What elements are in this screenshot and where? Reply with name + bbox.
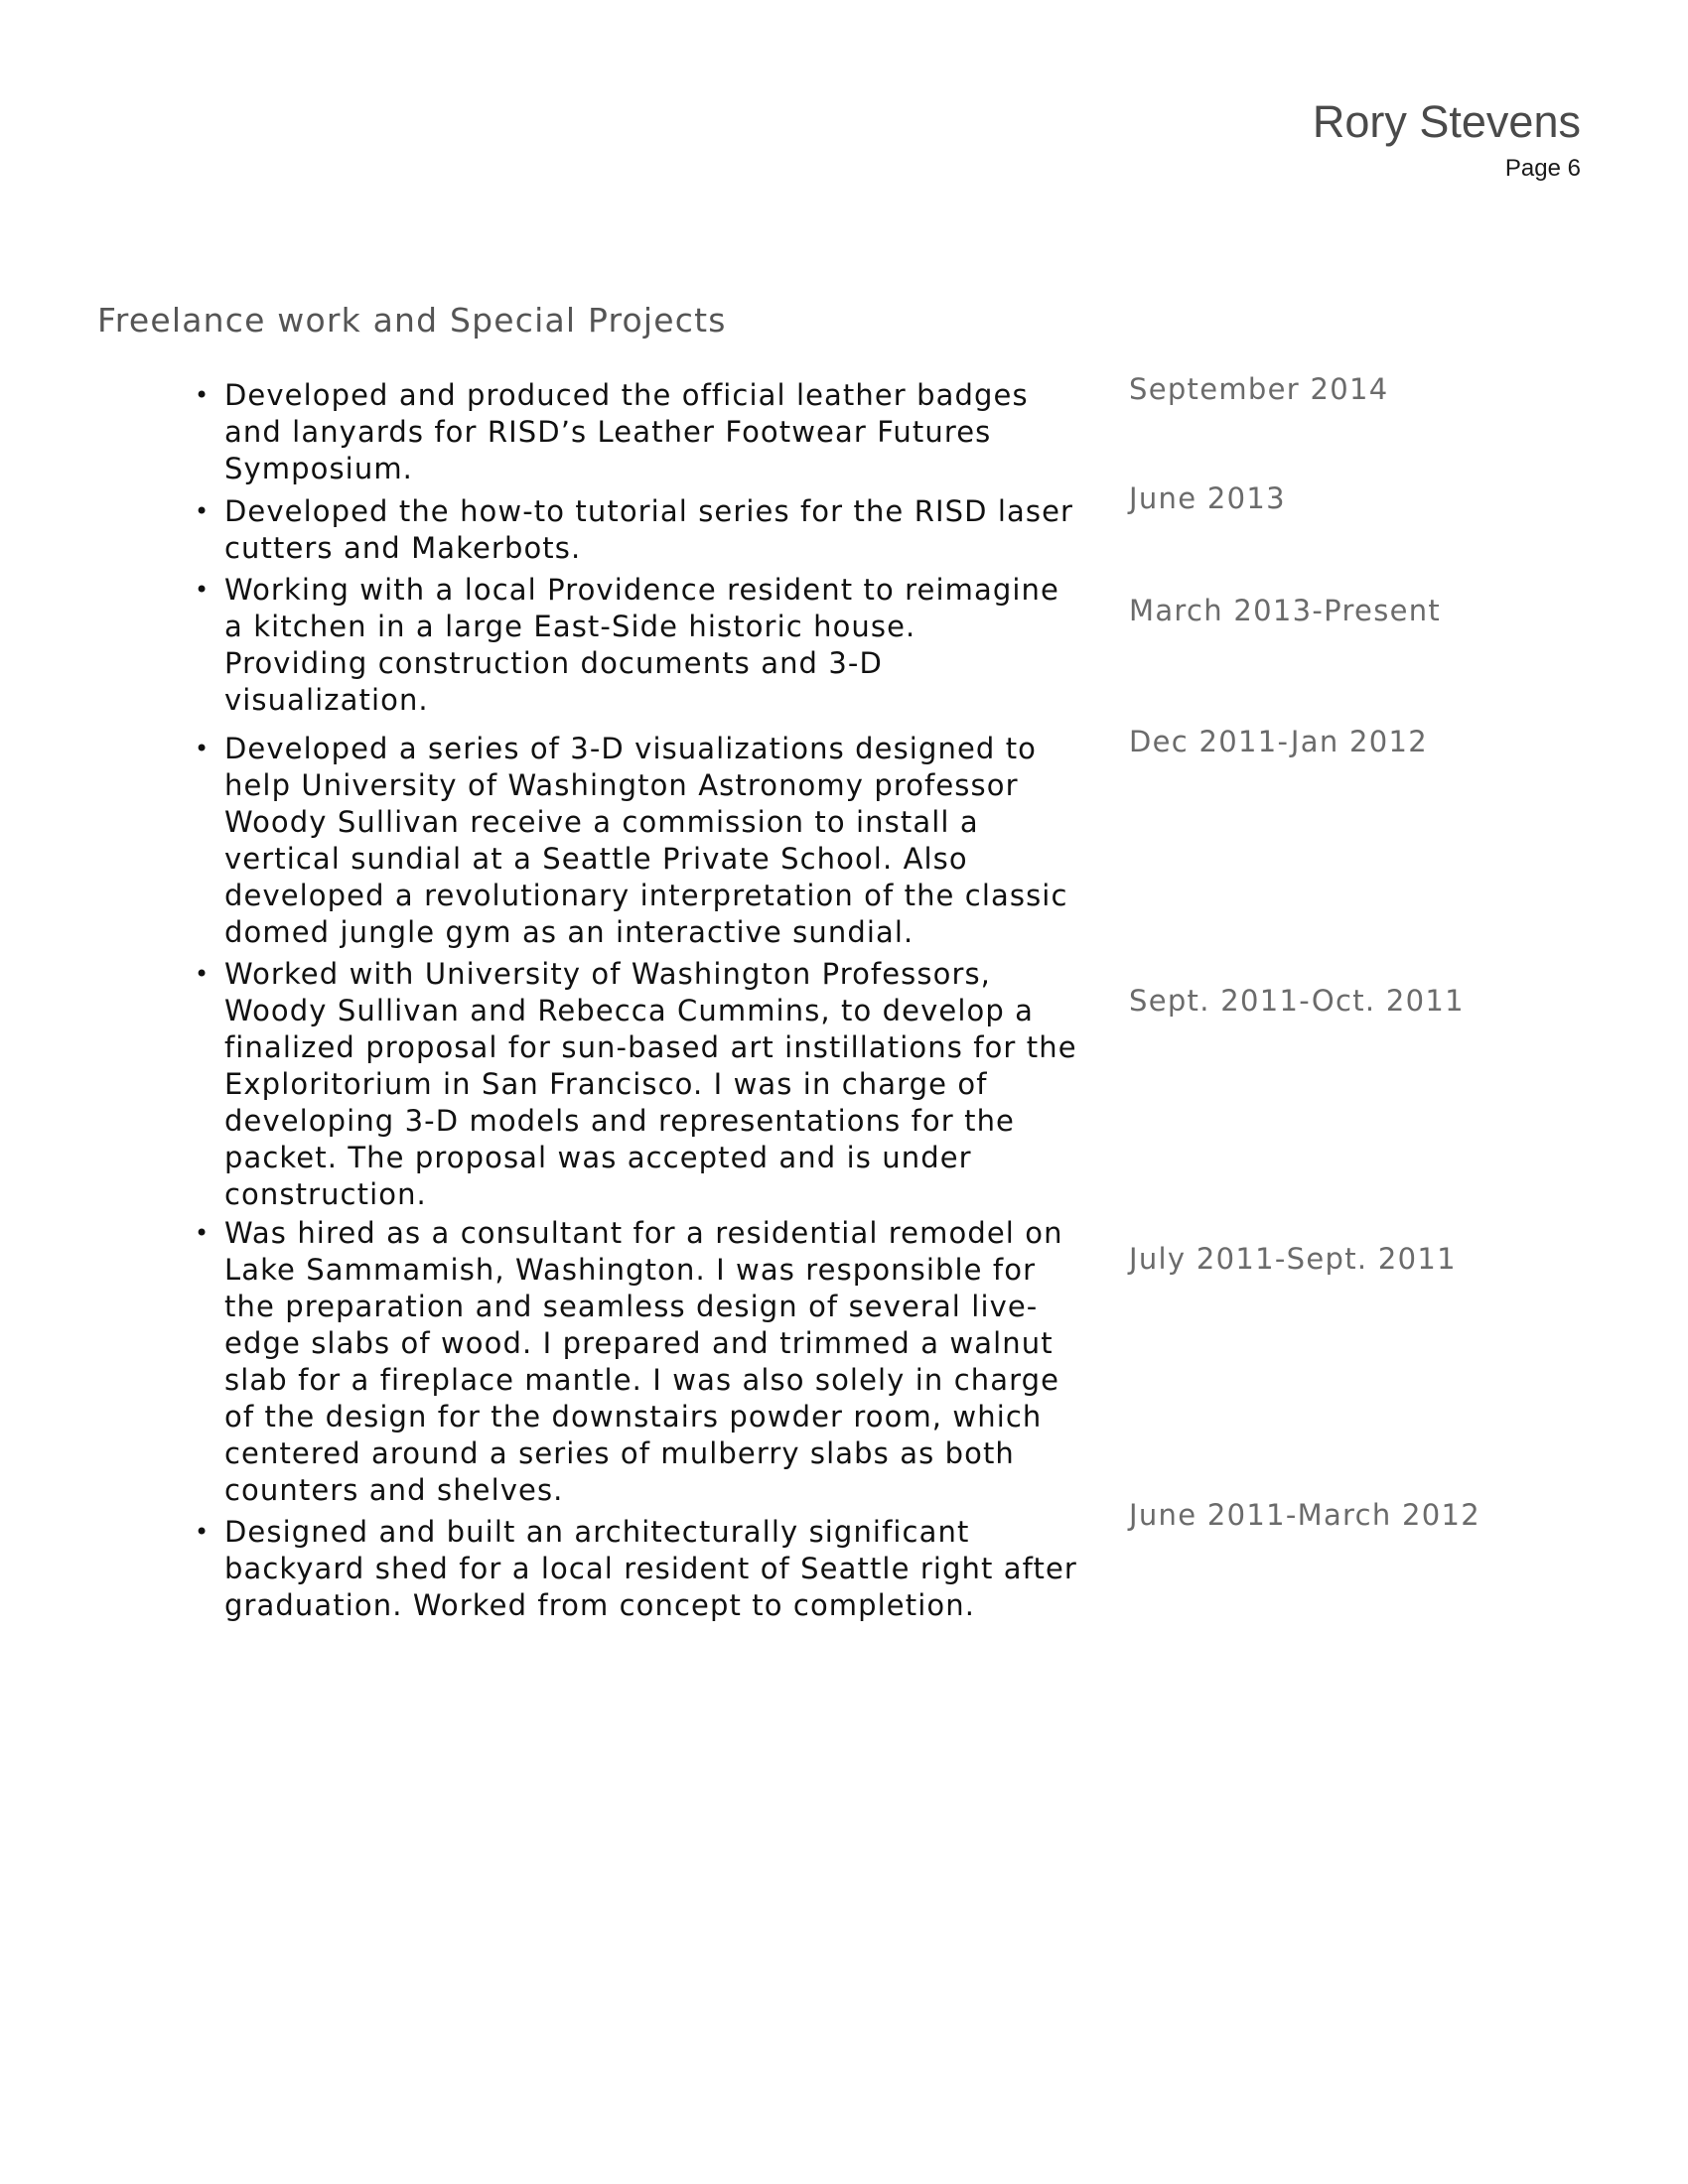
entry-description: Developed a series of 3-D visualizations designed to help University of Washington Astronomy professor Woody Sullivan receive a commission to install a vertical sundial at a Seattle Private School. Also developed a revolutionary interpretation of the classic domed jungle gym as an interactive sundial. xyxy=(224,732,1068,949)
entry-description: Developed and produced the official leather badges and lanyards for RISD’s Leather Footwear Futures Symposium. xyxy=(224,378,1029,485)
entry-date: July 2011-Sept. 2011 xyxy=(1129,1242,1457,1276)
entry-description: Was hired as a consultant for a residential remodel on Lake Sammamish, Washington. I was responsible for the preparation and seamless design of several live- edge slabs of wood. I prepared and trimmed a walnut slab for a fireplace mantle. I was also solely in charge of the design for the downstairs powder room, which centered around a series of mulberry slabs as both counters and shelves. xyxy=(224,1216,1063,1507)
entry-description: Working with a local Providence resident to reimagine a kitchen in a large East-Side historic house. Providing construction documents and 3-D visualization. xyxy=(224,573,1059,717)
bullet-icon: • xyxy=(195,381,210,409)
section-title: Freelance work and Special Projects xyxy=(97,301,727,340)
entry-date: Sept. 2011-Oct. 2011 xyxy=(1129,984,1465,1018)
page-number: Page 6 xyxy=(1504,155,1581,182)
author-name: Rory Stevens xyxy=(1312,96,1581,147)
bullet-icon: • xyxy=(195,1518,210,1546)
bullet-icon: • xyxy=(195,1219,210,1247)
entry-description: Developed the how-to tutorial series for the RISD laser cutters and Makerbots. xyxy=(224,494,1074,565)
entry-date: June 2013 xyxy=(1129,481,1286,515)
entry-description: Designed and built an architecturally significant backyard shed for a local resident of Seattle right after graduation. Worked from concept to completion. xyxy=(224,1515,1077,1622)
entry-description: Worked with University of Washington Professors, Woody Sullivan and Rebecca Cummins, to develop a finalized proposal for sun-based art instillations for the Exploritorium in San Francisco. I was in charge of developing 3-D models and representations for the packet. The proposal was accepted and is under construction. xyxy=(224,957,1077,1211)
entry-date: September 2014 xyxy=(1129,372,1389,406)
bullet-icon: • xyxy=(195,735,210,762)
bullet-icon: • xyxy=(195,576,210,604)
entry-date: March 2013-Present xyxy=(1129,594,1442,627)
bullet-icon: • xyxy=(195,960,210,988)
entry-date: June 2011-March 2012 xyxy=(1129,1498,1481,1532)
entry-date: Dec 2011-Jan 2012 xyxy=(1129,725,1429,758)
bullet-icon: • xyxy=(195,497,210,525)
